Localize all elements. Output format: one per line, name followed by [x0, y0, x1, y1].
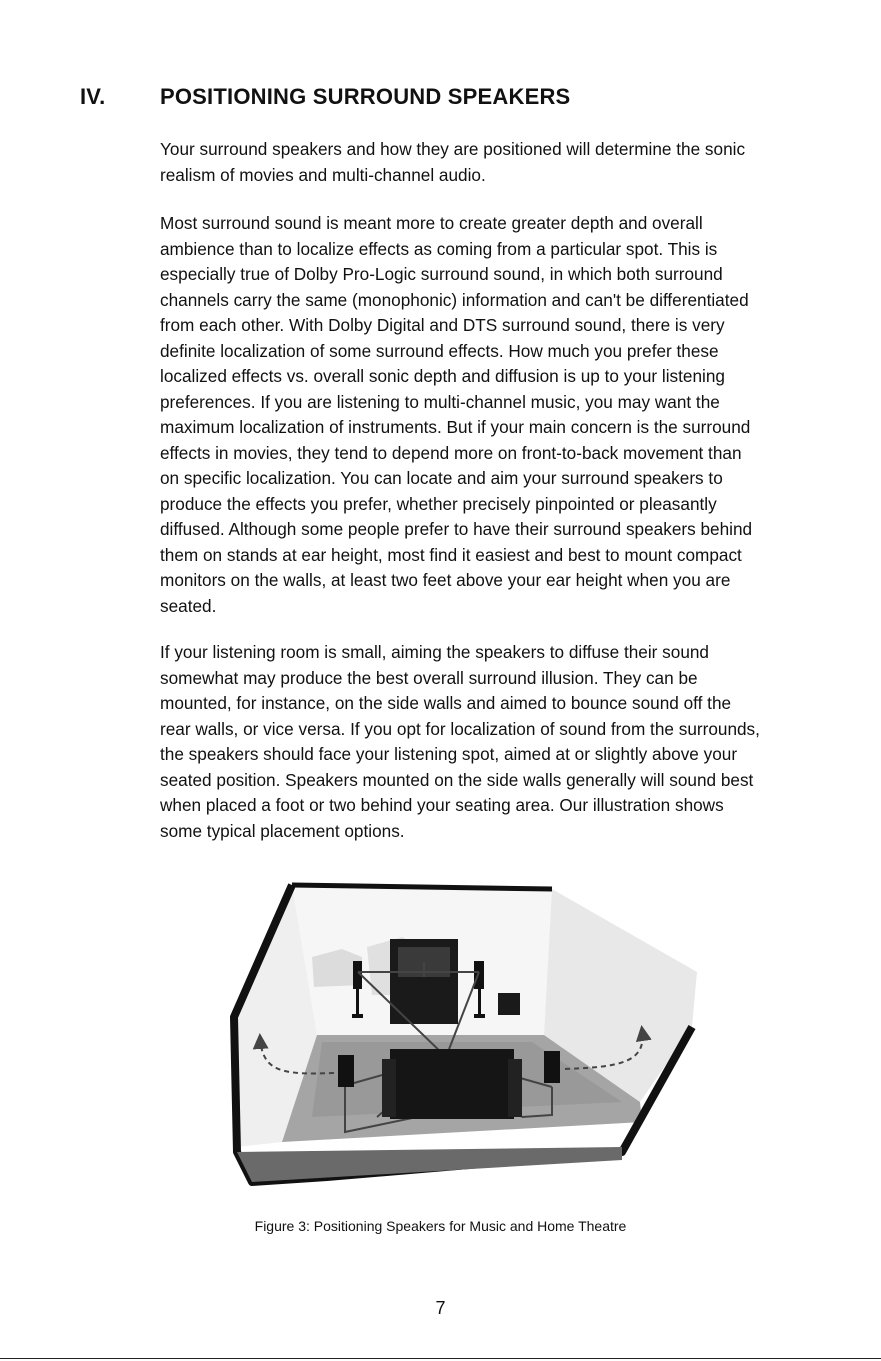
text-line: them on stands at ear height, most find it easiest and best to mount compact [160, 544, 742, 565]
text-line: the speakers should face your listening spot, aimed at or slightly above your [160, 744, 738, 764]
page-number: 7 [435, 1298, 446, 1318]
section-title: POSITIONING SURROUND SPEAKERS [160, 84, 571, 109]
paragraph-small-room [160, 640, 800, 844]
front-right-base [474, 1014, 485, 1018]
front-left-stand [356, 989, 359, 1014]
sofa [390, 1049, 514, 1119]
text-line: localized effects vs. overall sonic depth and diffusion is up to your listening [160, 366, 725, 386]
text-line: effects in movies, they tend to depend more on front-to-back movement than [160, 442, 742, 463]
text-line: somewhat may produce the best overall surround illusion. They can be [160, 667, 698, 688]
room-illustration [222, 877, 702, 1187]
text-line: seated position. Speakers mounted on the side walls generally will sound best [160, 769, 754, 790]
bottom-rule [0, 1358, 881, 1359]
text-line: some typical placement options. [160, 820, 405, 841]
text-line: on specific localization. You can locate and aim your surround speakers to [160, 468, 723, 488]
floor-front-edge [237, 1147, 622, 1182]
text-line: Most surround sound is meant more to create greater depth and overall [160, 213, 703, 233]
front-left-base [352, 1014, 363, 1018]
text-line: mounted, for instance, on the side walls and aimed to bounce sound off the [160, 693, 732, 713]
text-line: Your surround speakers and how they are positioned will determine the sonic [160, 139, 746, 159]
text-line: realism of movies and multi-channel audio. [160, 164, 486, 185]
text-line: rear walls, or vice versa. If you opt for localization of sound from the surrounds, [160, 718, 760, 739]
text-line: seated. [160, 595, 217, 616]
section-number: IV. [80, 84, 106, 109]
surround-left-speaker [338, 1055, 354, 1087]
paragraph-ambience [160, 211, 800, 619]
surround-right-speaker [544, 1051, 560, 1083]
speaker-placement-figure [222, 877, 702, 1187]
text-line: preferences. If you are listening to multi-channel music, you may want the [160, 391, 720, 412]
sofa-arm-right [508, 1059, 522, 1117]
text-line: diffused. Although some people prefer to have their surround speakers behind [160, 519, 753, 539]
text-line: especially true of Dolby Pro-Logic surround sound, in which both surround [160, 264, 723, 284]
text-line: maximum localization of instruments. But if your main concern is the surround [160, 417, 751, 437]
text-line: from each other. With Dolby Digital and DTS surround sound, there is very [160, 315, 725, 335]
text-line: produce the effects you prefer, whether precisely pinpointed or pleasantly [160, 493, 717, 514]
front-right-speaker [474, 961, 484, 989]
figure-caption: Figure 3: Positioning Speakers for Music and Home Theatre [254, 1218, 627, 1234]
text-line: monitors on the walls, at least two feet above your ear height when you are [160, 570, 731, 590]
text-line: ambience than to localize effects as coming from a particular spot. This is [160, 238, 718, 259]
paragraph-intro [160, 137, 800, 188]
text-line: definite localization of some surround effects. How much you prefer these [160, 340, 719, 361]
sofa-arm-left [382, 1059, 396, 1117]
front-right-stand [478, 989, 481, 1014]
text-line: channels carry the same (monophonic) information and can't be differentiated [160, 289, 749, 310]
text-line: when placed a foot or two behind your seating area. Our illustration shows [160, 795, 724, 815]
subwoofer [498, 993, 520, 1015]
text-line: If your listening room is small, aiming the speakers to diffuse their sound [160, 642, 709, 662]
